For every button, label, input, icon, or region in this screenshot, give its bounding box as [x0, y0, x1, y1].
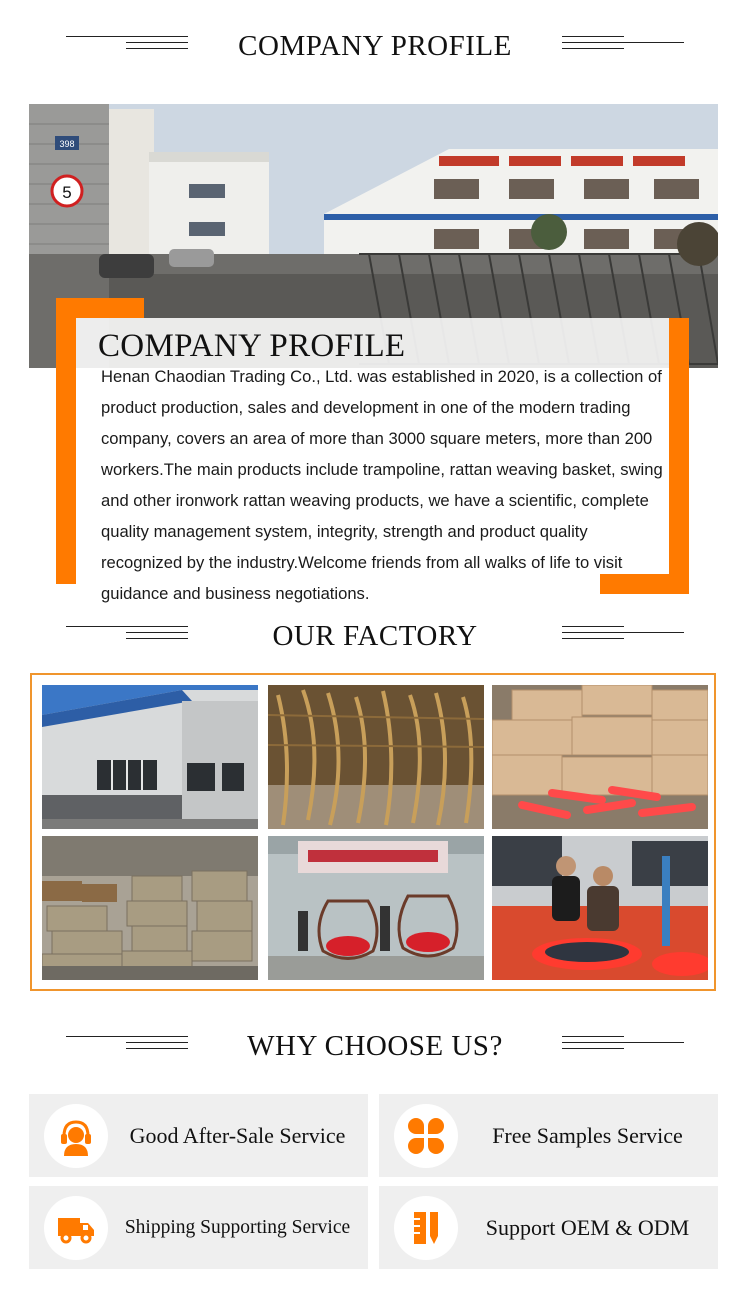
why-choose-us-heading — [0, 1026, 750, 1066]
company-description: Henan Chaodian Trading Co., Ltd. was established in 2020, is a collection of product production, sales and development in one of the modern trading company, covers an area of more than 3000 square meters, more than 200 workers.The main products include trampoline, rattan weaving basket, swing and other ironwork rattan weaving products, we have a scientific, complete quality management system, integrity, strength and product quality recognized by the industry.Welcome friends from all walks of life to visit guidance and business negotiations. — [101, 367, 663, 603]
heading-decoration-right — [562, 616, 684, 656]
feature-icon-circle — [44, 1196, 108, 1260]
feature-label: Good After-Sale Service — [129, 1123, 346, 1148]
section-title: WHY CHOOSE US? — [247, 1030, 503, 1062]
feature-icon-circle — [44, 1104, 108, 1168]
ruler-pencil-icon — [406, 1208, 446, 1248]
profile-card-title: COMPANY PROFILE — [98, 328, 406, 364]
orange-accent-left — [56, 298, 76, 584]
feature-icon-circle — [394, 1104, 458, 1168]
feature-label: Support OEM & ODM — [485, 1215, 690, 1240]
feature-card-after-sale — [29, 1094, 368, 1177]
boxed-products-photo — [492, 685, 708, 829]
our-factory-heading — [0, 616, 750, 656]
speed-limit-sign: 5 — [62, 183, 72, 202]
feature-label: Free Samples Service — [492, 1123, 683, 1148]
clover-icon — [406, 1116, 446, 1156]
section-title: OUR FACTORY — [272, 620, 478, 652]
company-profile-heading — [0, 26, 750, 66]
feature-card-shipping — [29, 1186, 368, 1269]
section-title: COMPANY PROFILE — [238, 30, 512, 62]
feature-icon-circle — [394, 1196, 458, 1260]
truck-icon — [56, 1208, 96, 1248]
rattan-frames-photo — [268, 685, 484, 829]
headset-icon — [56, 1116, 96, 1156]
heading-decoration-right — [562, 26, 684, 66]
trampoline-showroom-photo — [492, 836, 708, 980]
building-number-sign: 398 — [59, 139, 75, 149]
orange-accent-right — [669, 318, 689, 594]
material-stacks-photo — [42, 836, 258, 980]
feature-card-free-samples — [379, 1094, 718, 1177]
heading-decoration-right — [562, 1026, 684, 1066]
exhibition-booth-photo — [268, 836, 484, 980]
feature-card-oem-odm — [379, 1186, 718, 1269]
feature-label: Shipping Supporting Service — [124, 1217, 351, 1238]
warehouse-building-photo — [42, 685, 258, 829]
